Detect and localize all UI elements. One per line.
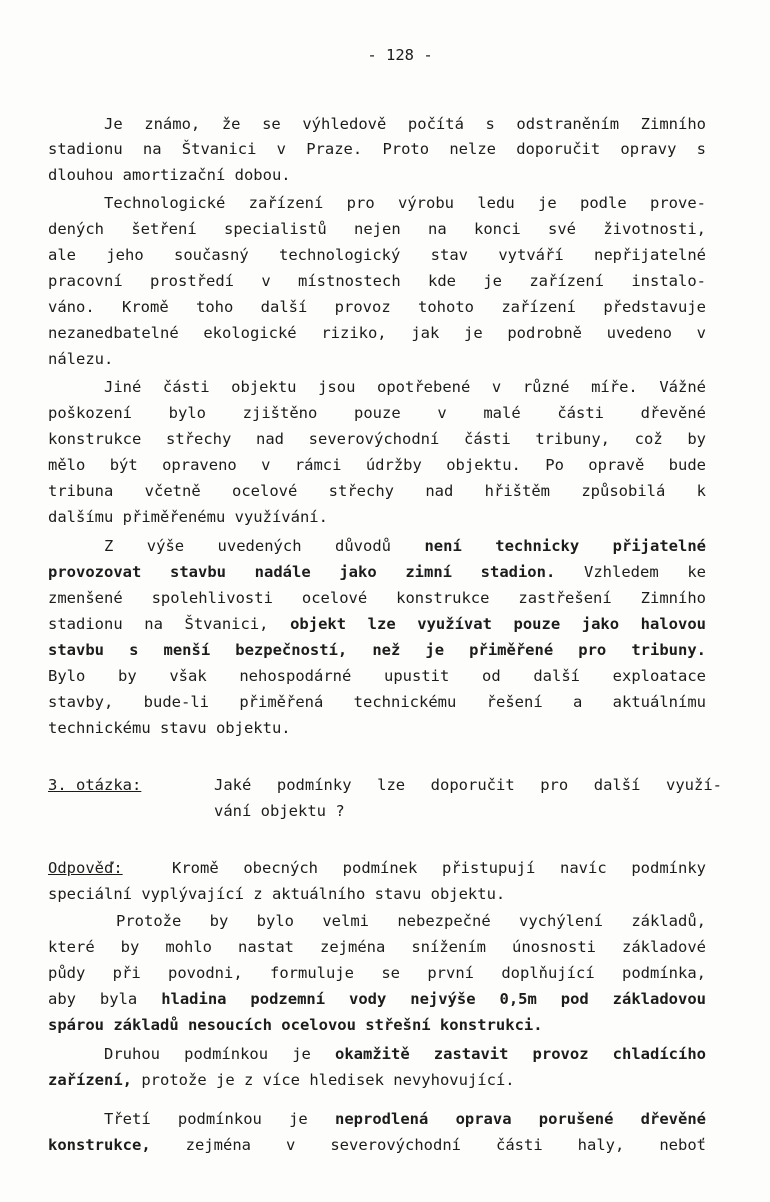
text-line: pracovní prostředí v místnostech kde je zařízení instalo- [48,272,706,290]
question-text: vání objektu ? [214,802,345,820]
bold-span: konstrukce, [48,1136,151,1154]
text-span: Druhou podmínkou je [104,1045,311,1063]
bold-span: okamžitě zastavit provoz chladícího [335,1045,706,1063]
bold-span: hladina podzemní vody nejvýše 0,5m pod základovou [161,990,706,1008]
text-line: dených šetření specialistů nejen na konci své životnosti, [48,220,706,238]
text-line: poškození bylo zjištěno pouze v malé části dřevěné [48,404,706,422]
text-line: konstrukce střechy nad severovýchodní části tribuny, což by [48,430,706,448]
text-span: Vzhledem ke [584,563,706,581]
text-span: protože je z více hledisek nevyhovující. [141,1071,515,1089]
text-line: Bylo by však nehospodárné upustit od další exploatace [48,667,706,685]
text-line: Protože by bylo velmi nebezpečné vychýlení základů, [116,912,706,930]
bold-span: neprodlená oprava porušené dřevěné [335,1110,706,1128]
text-line [48,641,706,659]
text-line: technickému stavu objektu. [48,719,291,737]
text-line [104,537,706,555]
bold-span: není technicky přijatelné [424,537,706,555]
text-line: váno. Kromě toho další provoz tohoto zařízení představuje [48,298,706,316]
text-line: nezanedbatelné ekologické riziko, jak je podrobně uvedeno v [48,324,706,342]
text-line: Je známo, že se výhledově počítá s odstraněním Zimního [104,115,706,133]
text-line: které by mohlo nastat zejména snížením únosnosti základové [48,938,706,956]
text-line: Kromě obecných podmínek přistupují navíc podmínky [172,859,706,877]
page-number: - 128 - [367,46,433,64]
text-line: dalšímu přiměřenému využívání. [48,508,328,526]
text-line [48,990,706,1008]
bold-span: zařízení, [48,1071,132,1089]
text-line [48,1136,706,1154]
question-text: Jaké podmínky lze doporučit pro další využí- [214,776,722,794]
text-line: půdy při povodni, formuluje se první doplňující podmínka, [48,964,706,982]
text-line [48,563,706,581]
bold-span: objekt lze využívat pouze jako halovou [290,615,707,633]
text-line: stavby, bude-li přiměřená technickému řešení a aktuálnímu [48,693,706,711]
text-line: speciální vyplývající z aktuálního stavu objektu. [48,885,506,903]
text-line: stadionu na Štvanici v Praze. Proto nelze doporučit opravy s [48,140,706,158]
text-line [104,1045,706,1063]
bold-span: stavbu s menší bezpečností, než je přiměřené pro tribuny. [48,641,706,659]
text-line: ale jeho současný technologický stav vytváří nepřijatelné [48,246,706,264]
answer-label: Odpověď: [48,859,123,877]
text-span: zejména v severovýchodní části haly, neboť [185,1136,706,1154]
bold-span: provozovat stavbu nadále jako zimní stadion. [48,563,556,581]
text-line [104,1110,706,1128]
text-span: stadionu na Štvanici, [48,615,269,633]
text-line: mělo být opraveno v rámci údržby objektu. Po opravě bude [48,456,706,474]
text-line: dlouhou amortizační dobou. [48,166,291,184]
text-line: tribuna včetně ocelové střechy nad hřištěm způsobilá k [48,482,706,500]
text-line [48,1016,706,1034]
text-line: nálezu. [48,350,114,368]
text-line: Jiné části objektu jsou opotřebené v různé míře. Vážné [104,378,706,396]
text-span: aby byla [48,990,138,1008]
text-line [48,615,706,633]
text-span: Z výše uvedených důvodů [104,537,391,555]
bold-span: spárou základů nesoucích ocelovou střešní konstrukci. [48,1016,543,1034]
text-line: zmenšené spolehlivosti ocelové konstrukce zastřešení Zimního [48,589,706,607]
text-span: Třetí podmínkou je [104,1110,308,1128]
text-line [48,1071,706,1089]
text-line: Technologické zařízení pro výrobu ledu je podle prove- [104,194,706,212]
question-label: 3. otázka: [48,776,142,794]
